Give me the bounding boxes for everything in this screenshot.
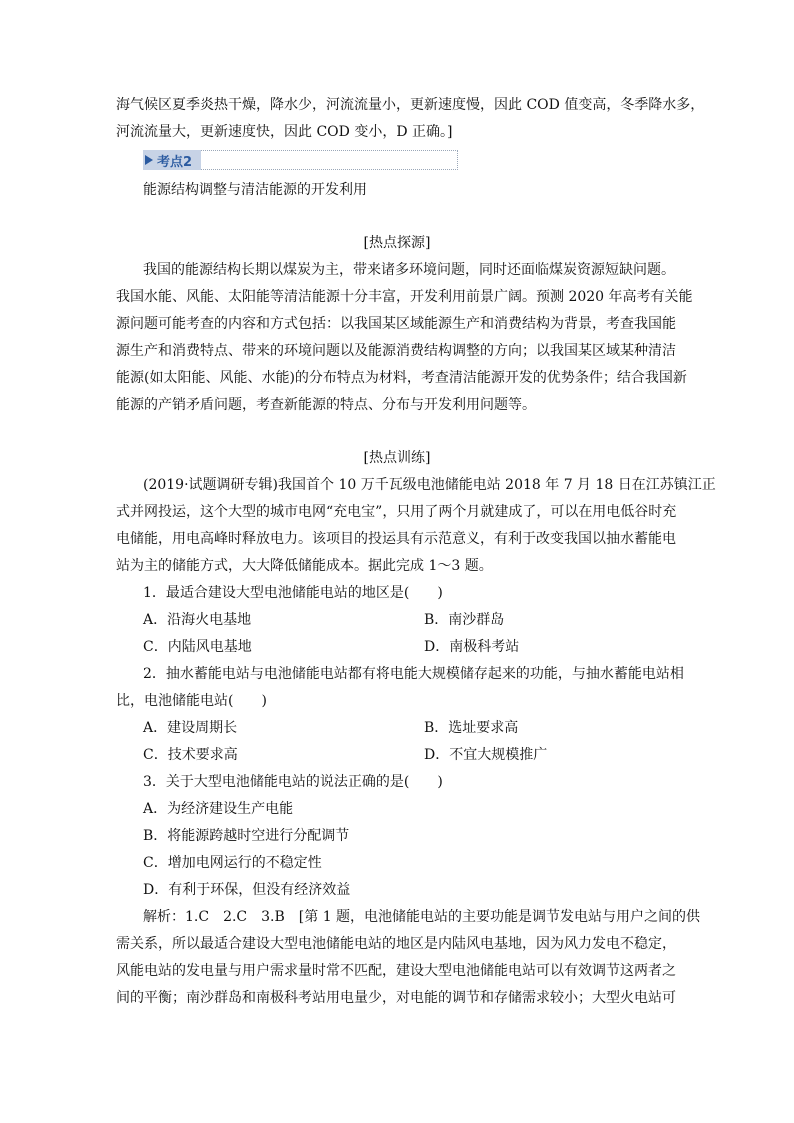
source-heading: [热点探源] (363, 235, 431, 251)
triangle-icon (145, 155, 153, 165)
material-line: (2019·试题调研专辑)我国首个 10 万千瓦级电池储能电站 2018 年 7 月 18 日在江苏镇江正 (143, 477, 716, 493)
q1-option-c: C．内陆风电基地 (143, 639, 252, 655)
analysis-line: 风能电站的发电量与用户需求量时常不匹配，建设大型电池储能电站可以有效调节这两者之 (116, 963, 676, 979)
intro-line-2: 河流流量大，更新速度快，因此 COD 变小，D 正确。] (116, 124, 453, 140)
source-para-line: 我国的能源结构长期以煤炭为主，带来诸多环境问题，同时还面临煤炭资源短缺问题。 (143, 262, 675, 278)
q3-stem: 3．关于大型电池储能电站的说法正确的是( ) (143, 774, 443, 790)
material-line: 站为主的储能方式，大大降低储能成本。据此完成 1～3 题。 (116, 558, 493, 574)
q1-option-a: A．沿海火电基地 (143, 612, 252, 628)
q2-option-b: B．选址要求高 (424, 720, 519, 736)
q2-option-c: C．技术要求高 (143, 747, 238, 763)
q1-option-d: D．南极科考站 (424, 639, 520, 655)
q3-option-c: C．增加电网运行的不稳定性 (143, 855, 322, 871)
q1-stem: 1．最适合建设大型电池储能电站的地区是( ) (143, 585, 443, 601)
q3-option-d: D．有利于环保，但没有经济效益 (143, 882, 351, 898)
training-heading: [热点训练] (363, 450, 431, 466)
section-title: 能源结构调整与清洁能源的开发利用 (143, 182, 367, 198)
q3-option-b: B．将能源跨越时空进行分配调节 (143, 828, 350, 844)
analysis-line: 间的平衡；南沙群岛和南极科考站用电量少，对电能的调节和存储需求较小；大型火电站可 (116, 990, 676, 1006)
section-tag-label: 考点2 (157, 154, 193, 170)
q2-option-a: A．建设周期长 (143, 720, 238, 736)
q3-option-a: A．为经济建设生产电能 (143, 801, 294, 817)
q2-option-d: D．不宜大规模推广 (424, 747, 548, 763)
source-para-line: 源问题可能考查的内容和方式包括：以我国某区域能源生产和消费结构为背景，考查我国能 (116, 316, 676, 332)
q2-stem-line-1: 2．抽水蓄能电站与电池储能电站都有将电能大规模储存起来的功能，与抽水蓄能电站相 (143, 666, 684, 682)
material-line: 电储能，用电高峰时释放电力。该项目的投运具有示范意义，有利于改变我国以抽水蓄能电 (116, 531, 676, 547)
intro-line-1: 海气候区夏季炎热干燥，降水少，河流流量小，更新速度慢，因此 COD 值变高，冬季降水多， (116, 97, 705, 113)
analysis-line: 解析：1.C 2.C 3.B [第 1 题，电池储能电站的主要功能是调节发电站与用户之间的供 (143, 909, 701, 925)
source-para-line: 源生产和消费特点、带来的环境问题以及能源消费结构调整的方向；以我国某区域某种清洁 (116, 343, 676, 359)
source-para-line: 我国水能、风能、太阳能等清洁能源十分丰富，开发利用前景广阔。预测 2020 年高考有关能 (116, 289, 693, 305)
analysis-line: 需关系，所以最适合建设大型电池储能电站的地区是内陆风电基地，因为风力发电不稳定， (116, 936, 676, 952)
source-para-line: 能源的产销矛盾问题，考查新能源的特点、分布与开发利用问题等。 (116, 397, 536, 413)
q1-option-b: B．南沙群岛 (424, 612, 505, 628)
section-tag (143, 150, 201, 170)
source-para-line: 能源(如太阳能、风能、水能)的分布特点为材料，考查清洁能源开发的优势条件；结合我国新 (116, 370, 687, 386)
material-line: 式并网投运，这个大型的城市电网“充电宝”，只用了两个月就建成了，可以在用电低谷时充 (116, 504, 677, 520)
q2-stem-line-2: 比，电池储能电站( ) (116, 693, 267, 709)
